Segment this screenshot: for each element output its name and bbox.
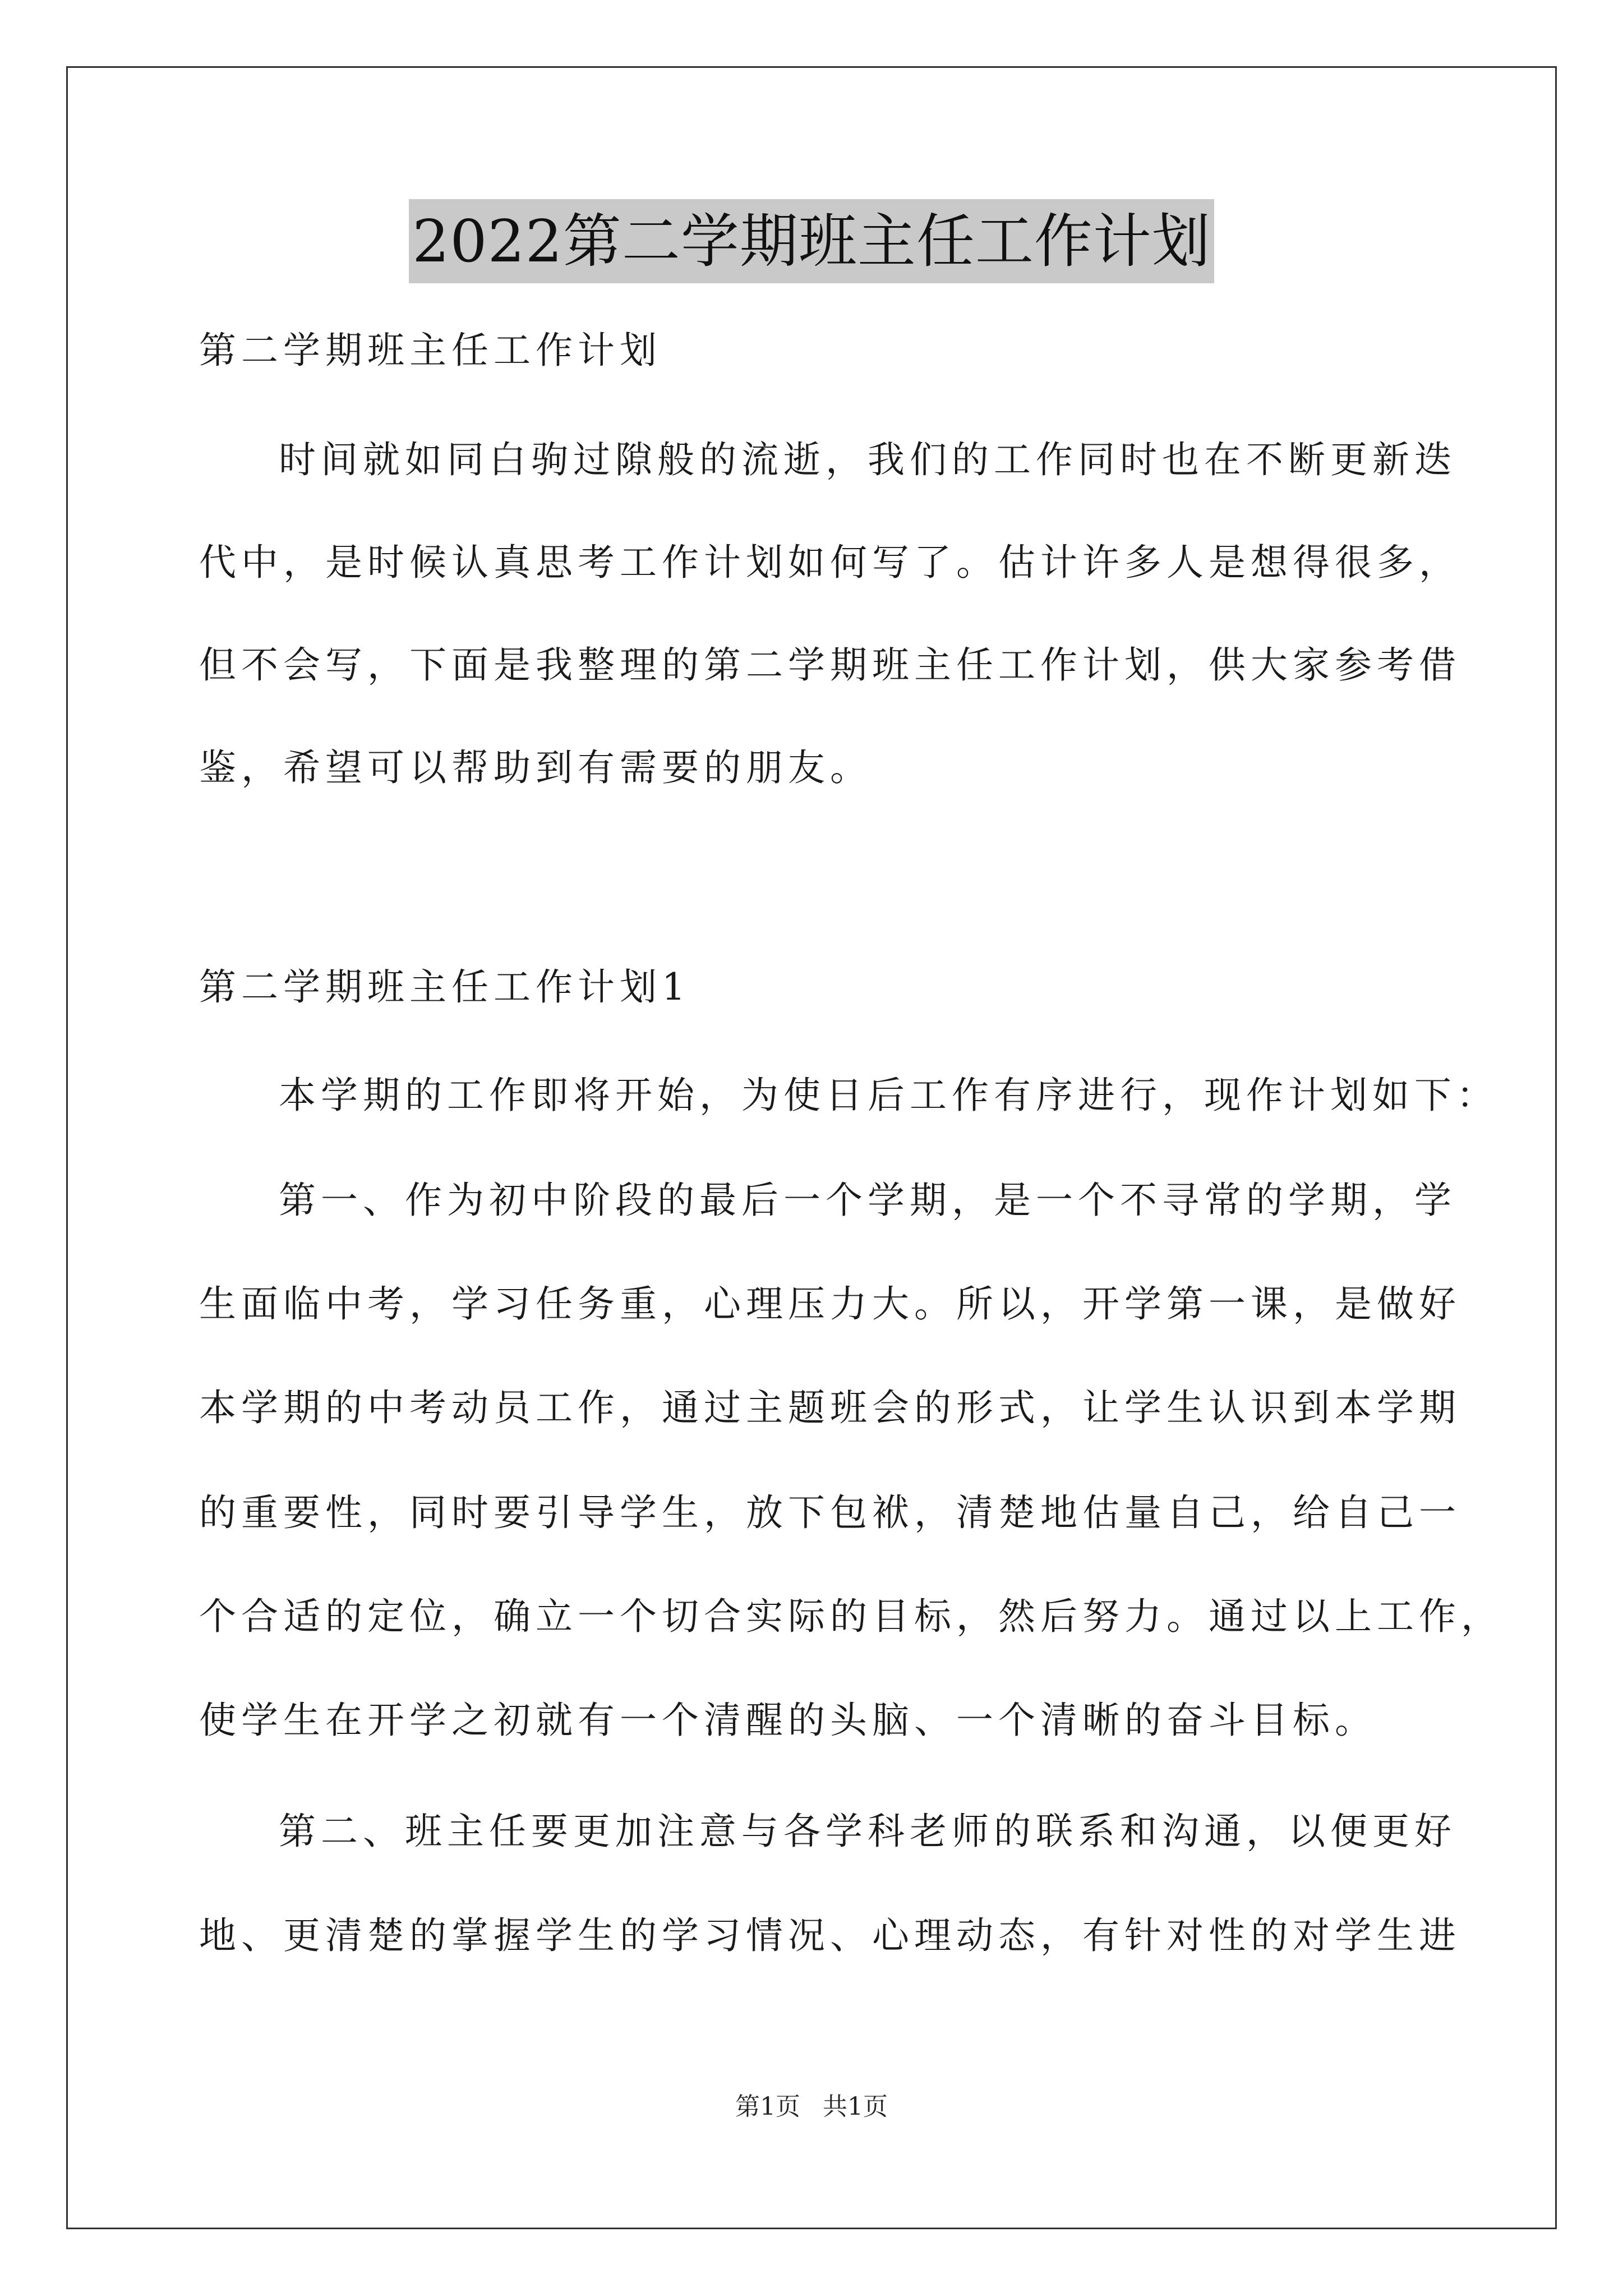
page-number-current: 第1页 [735, 2092, 800, 2121]
paragraph-line: 但不会写，下面是我整理的第二学期班主任工作计划，供大家参考借 [199, 643, 1461, 687]
document-title: 2022第二学期班主任工作计划 [409, 199, 1214, 283]
paragraph-line: 第一、作为初中阶段的最后一个学期，是一个不寻常的学期，学 [279, 1179, 1456, 1222]
section-heading: 第二学期班主任工作计划 [199, 329, 662, 372]
page-footer [0, 2090, 1623, 2124]
paragraph-line: 的重要性，同时要引导学生，放下包袱，清楚地估量自己，给自己一 [199, 1491, 1461, 1534]
paragraph-line: 第二、班主任要更加注意与各学科老师的联系和沟通，以便更好 [279, 1810, 1456, 1853]
page-number-total: 共1页 [823, 2092, 888, 2121]
paragraph-line: 地、更清楚的掌握学生的学习情况、心理动态，有针对性的对学生进 [199, 1914, 1461, 1957]
paragraph-line: 生面临中考，学习任务重，心理压力大。所以，开学第一课，是做好 [199, 1282, 1461, 1326]
paragraph-line: 本学期的中考动员工作，通过主题班会的形式，让学生认识到本学期 [199, 1386, 1461, 1429]
paragraph-line: 个合适的定位，确立一个切合实际的目标，然后努力。通过以上工作， [199, 1595, 1503, 1638]
paragraph-line: 使学生在开学之初就有一个清醒的头脑、一个清晰的奋斗目标。 [199, 1699, 1377, 1742]
page-border [66, 66, 1557, 2229]
paragraph-line: 代中，是时候认真思考工作计划如何写了。估计许多人是想得很多， [199, 541, 1461, 584]
paragraph-line: 鉴，希望可以帮助到有需要的朋友。 [199, 746, 872, 789]
section-heading: 第二学期班主任工作计划1 [199, 965, 690, 1009]
title-container [0, 199, 1623, 283]
paragraph-line: 本学期的工作即将开始，为使日后工作有序进行，现作计划如下： [279, 1074, 1498, 1117]
paragraph-line: 时间就如同白驹过隙般的流逝，我们的工作同时也在不断更新迭 [279, 438, 1456, 481]
